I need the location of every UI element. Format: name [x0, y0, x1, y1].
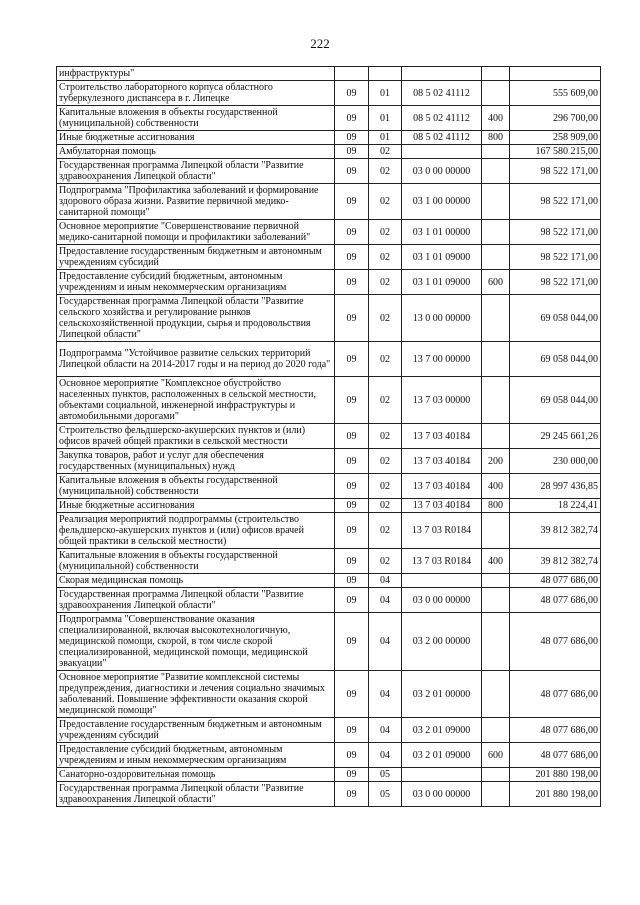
cell-sec: 09	[335, 513, 369, 549]
cell-name: Строительство лабораторного корпуса областного туберкулезного диспансера в г. Липецке	[57, 81, 335, 106]
cell-name: Иные бюджетные ассигнования	[57, 131, 335, 145]
cell-amount: 39 812 382,74	[510, 549, 601, 574]
cell-amount: 69 058 044,00	[510, 342, 601, 377]
table-row	[57, 671, 601, 718]
cell-name: Основное мероприятие "Развитие комплексной системы предупреждения, диагностики и лечения социально значимых заболеваний. Повышение эффективности оказания скорой медицинской помощи"	[57, 671, 335, 718]
cell-name: Государственная программа Липецкой области "Развитие здравоохранения Липецкой области"	[57, 782, 335, 807]
table-row	[57, 377, 601, 424]
cell-sec: 09	[335, 474, 369, 499]
table-row	[57, 513, 601, 549]
cell-name: Реализация мероприятий подпрограммы (строительство фельдшерско-акушерских пунктов и (или) офисов врачей общей практики в сельской местности)	[57, 513, 335, 549]
cell-amount: 555 609,00	[510, 81, 601, 106]
cell-vr	[482, 782, 510, 807]
cell-vr	[482, 145, 510, 159]
cell-amount: 98 522 171,00	[510, 270, 601, 295]
cell-sub: 02	[369, 220, 402, 245]
table-row	[57, 81, 601, 106]
cell-sec: 09	[335, 342, 369, 377]
cell-vr	[482, 574, 510, 588]
cell-csr: 13 7 03 R0184	[402, 549, 482, 574]
cell-sec: 09	[335, 574, 369, 588]
cell-sec: 09	[335, 106, 369, 131]
cell-vr: 600	[482, 270, 510, 295]
cell-amount: 69 058 044,00	[510, 377, 601, 424]
cell-name: Скорая медицинская помощь	[57, 574, 335, 588]
cell-csr: 08 5 02 41112	[402, 81, 482, 106]
cell-csr: 03 2 00 00000	[402, 613, 482, 671]
cell-amount: 201 880 198,00	[510, 782, 601, 807]
cell-amount: 98 522 171,00	[510, 184, 601, 220]
cell-sub: 02	[369, 449, 402, 474]
table-row	[57, 499, 601, 513]
table-row	[57, 449, 601, 474]
cell-csr: 03 2 01 09000	[402, 743, 482, 768]
cell-csr: 03 1 01 00000	[402, 220, 482, 245]
cell-sub: 02	[369, 184, 402, 220]
table-row	[57, 67, 601, 81]
table-row	[57, 424, 601, 449]
cell-name: Подпрограмма "Устойчивое развитие сельских территорий Липецкой области на 2014-2017 годы и на период до 2020 года"	[57, 342, 335, 377]
cell-vr	[482, 613, 510, 671]
table-row	[57, 549, 601, 574]
cell-csr	[402, 768, 482, 782]
cell-amount: 201 880 198,00	[510, 768, 601, 782]
cell-vr	[482, 424, 510, 449]
cell-name: Амбулаторная помощь	[57, 145, 335, 159]
table-row	[57, 743, 601, 768]
cell-name: Предоставление субсидий бюджетным, автономным учреждениям и иным некоммерческим организациям	[57, 743, 335, 768]
cell-sub: 02	[369, 245, 402, 270]
cell-sec: 09	[335, 613, 369, 671]
cell-csr: 08 5 02 41112	[402, 106, 482, 131]
cell-csr	[402, 67, 482, 81]
cell-sub: 04	[369, 743, 402, 768]
cell-amount: 48 077 686,00	[510, 718, 601, 743]
cell-csr: 13 7 03 40184	[402, 424, 482, 449]
cell-amount: 167 580 215,00	[510, 145, 601, 159]
cell-sub: 02	[369, 145, 402, 159]
cell-amount: 48 077 686,00	[510, 588, 601, 613]
cell-sub: 02	[369, 513, 402, 549]
cell-name: Подпрограмма "Профилактика заболеваний и формирование здорового образа жизни. Развитие первичной медико-санитарной помощи"	[57, 184, 335, 220]
cell-name: Предоставление субсидий бюджетным, автономным учреждениям и иным некоммерческим организациям	[57, 270, 335, 295]
table-row	[57, 145, 601, 159]
cell-sec: 09	[335, 295, 369, 342]
cell-sub: 04	[369, 671, 402, 718]
table-row	[57, 220, 601, 245]
cell-sub: 04	[369, 588, 402, 613]
table-row	[57, 131, 601, 145]
cell-sub: 02	[369, 270, 402, 295]
cell-name: Капитальные вложения в объекты государственной (муниципальной) собственности	[57, 549, 335, 574]
table-row	[57, 574, 601, 588]
cell-name: Предоставление государственным бюджетным и автономным учреждениям субсидий	[57, 245, 335, 270]
cell-name: Государственная программа Липецкой области "Развитие сельского хозяйства и регулирование рынков сельскохозяйственной продукции, сырья и продовольствия Липецкой области"	[57, 295, 335, 342]
cell-csr: 03 1 01 09000	[402, 270, 482, 295]
cell-sub: 02	[369, 499, 402, 513]
cell-sub: 05	[369, 782, 402, 807]
cell-name: Капитальные вложения в объекты государственной (муниципальной) собственности	[57, 106, 335, 131]
cell-vr: 400	[482, 474, 510, 499]
cell-name: Предоставление государственным бюджетным и автономным учреждениям субсидий	[57, 718, 335, 743]
cell-sub: 01	[369, 131, 402, 145]
cell-amount: 98 522 171,00	[510, 159, 601, 184]
cell-sec: 09	[335, 270, 369, 295]
cell-sub: 02	[369, 474, 402, 499]
cell-sub: 01	[369, 81, 402, 106]
cell-amount: 28 997 436,85	[510, 474, 601, 499]
table-row	[57, 613, 601, 671]
cell-sec: 09	[335, 499, 369, 513]
cell-name: Капитальные вложения в объекты государственной (муниципальной) собственности	[57, 474, 335, 499]
cell-sub: 02	[369, 342, 402, 377]
cell-csr: 03 1 01 09000	[402, 245, 482, 270]
cell-vr	[482, 513, 510, 549]
cell-sub: 02	[369, 159, 402, 184]
cell-vr	[482, 184, 510, 220]
table-row	[57, 718, 601, 743]
cell-vr	[482, 67, 510, 81]
cell-sec: 09	[335, 768, 369, 782]
cell-name: Санаторно-оздоровительная помощь	[57, 768, 335, 782]
cell-vr	[482, 377, 510, 424]
cell-vr: 600	[482, 743, 510, 768]
cell-amount: 98 522 171,00	[510, 245, 601, 270]
table-row	[57, 768, 601, 782]
cell-name: Иные бюджетные ассигнования	[57, 499, 335, 513]
cell-amount: 48 077 686,00	[510, 613, 601, 671]
cell-sub: 04	[369, 613, 402, 671]
cell-name: Государственная программа Липецкой области "Развитие здравоохранения Липецкой области"	[57, 588, 335, 613]
cell-csr: 13 7 03 R0184	[402, 513, 482, 549]
cell-vr: 800	[482, 499, 510, 513]
cell-csr: 03 0 00 00000	[402, 159, 482, 184]
table-row	[57, 270, 601, 295]
table-row	[57, 588, 601, 613]
cell-csr: 13 0 00 00000	[402, 295, 482, 342]
budget-table	[56, 66, 601, 807]
table-row	[57, 159, 601, 184]
cell-vr	[482, 81, 510, 106]
cell-sec: 09	[335, 145, 369, 159]
cell-csr: 03 0 00 00000	[402, 782, 482, 807]
cell-sec: 09	[335, 671, 369, 718]
cell-amount: 98 522 171,00	[510, 220, 601, 245]
cell-vr	[482, 342, 510, 377]
cell-name: Государственная программа Липецкой области "Развитие здравоохранения Липецкой области"	[57, 159, 335, 184]
cell-sub: 04	[369, 718, 402, 743]
cell-vr: 400	[482, 549, 510, 574]
cell-vr: 400	[482, 106, 510, 131]
cell-amount	[510, 67, 601, 81]
cell-sec	[335, 67, 369, 81]
cell-csr: 03 2 01 00000	[402, 671, 482, 718]
cell-sec: 09	[335, 131, 369, 145]
cell-sec: 09	[335, 743, 369, 768]
cell-amount: 48 077 686,00	[510, 671, 601, 718]
table-row	[57, 106, 601, 131]
cell-name: Основное мероприятие "Совершенствование первичной медико-санитарной помощи и профилактики заболеваний"	[57, 220, 335, 245]
cell-vr	[482, 588, 510, 613]
cell-sec: 09	[335, 159, 369, 184]
cell-csr: 13 7 03 40184	[402, 449, 482, 474]
table-row	[57, 245, 601, 270]
cell-sub: 02	[369, 549, 402, 574]
cell-vr: 800	[482, 131, 510, 145]
cell-amount: 39 812 382,74	[510, 513, 601, 549]
cell-vr	[482, 671, 510, 718]
cell-sec: 09	[335, 220, 369, 245]
cell-name: Основное мероприятие "Комплексное обустройство населенных пунктов, расположенных в сельской местности, объектами социальной, инженерной инфраструктуры и автомобильными дорогами"	[57, 377, 335, 424]
cell-csr: 13 7 03 40184	[402, 474, 482, 499]
cell-csr	[402, 145, 482, 159]
cell-name: Закупка товаров, работ и услуг для обеспечения государственных (муниципальных) нужд	[57, 449, 335, 474]
cell-csr: 08 5 02 41112	[402, 131, 482, 145]
cell-vr	[482, 718, 510, 743]
cell-amount: 48 077 686,00	[510, 574, 601, 588]
cell-sec: 09	[335, 184, 369, 220]
cell-sub: 02	[369, 295, 402, 342]
cell-vr	[482, 295, 510, 342]
cell-name: Строительство фельдшерско-акушерских пунктов и (или) офисов врачей общей практики в сельской местности	[57, 424, 335, 449]
cell-name: инфраструктуры"	[57, 67, 335, 81]
table-row	[57, 342, 601, 377]
cell-vr: 200	[482, 449, 510, 474]
cell-csr: 03 0 00 00000	[402, 588, 482, 613]
cell-amount: 296 700,00	[510, 106, 601, 131]
cell-amount: 48 077 686,00	[510, 743, 601, 768]
cell-sec: 09	[335, 81, 369, 106]
cell-sec: 09	[335, 424, 369, 449]
cell-sub: 01	[369, 106, 402, 131]
cell-csr	[402, 574, 482, 588]
cell-sec: 09	[335, 549, 369, 574]
cell-sub: 04	[369, 574, 402, 588]
cell-vr	[482, 768, 510, 782]
cell-amount: 18 224,41	[510, 499, 601, 513]
cell-amount: 69 058 044,00	[510, 295, 601, 342]
cell-amount: 230 000,00	[510, 449, 601, 474]
table-row	[57, 782, 601, 807]
cell-csr: 03 2 01 09000	[402, 718, 482, 743]
cell-sec: 09	[335, 588, 369, 613]
cell-amount: 29 245 661,26	[510, 424, 601, 449]
table-row	[57, 184, 601, 220]
cell-sec: 09	[335, 782, 369, 807]
cell-vr	[482, 159, 510, 184]
cell-sec: 09	[335, 718, 369, 743]
cell-sec: 09	[335, 449, 369, 474]
cell-csr: 13 7 00 00000	[402, 342, 482, 377]
cell-vr	[482, 245, 510, 270]
cell-name: Подпрограмма "Совершенствование оказания специализированной, включая высокотехнологичную, медицинской помощи, скорой, в том числе скорой специализированной, медицинской помощи, медицинской эвакуации"	[57, 613, 335, 671]
cell-sec: 09	[335, 377, 369, 424]
cell-csr: 13 7 03 00000	[402, 377, 482, 424]
cell-sub: 02	[369, 424, 402, 449]
cell-vr	[482, 220, 510, 245]
cell-csr: 03 1 00 00000	[402, 184, 482, 220]
cell-amount: 258 909,00	[510, 131, 601, 145]
table-row	[57, 474, 601, 499]
cell-sub	[369, 67, 402, 81]
page-number: 222	[310, 36, 330, 51]
table-row	[57, 295, 601, 342]
cell-csr: 13 7 03 40184	[402, 499, 482, 513]
cell-sec: 09	[335, 245, 369, 270]
cell-sub: 02	[369, 377, 402, 424]
cell-sub: 05	[369, 768, 402, 782]
